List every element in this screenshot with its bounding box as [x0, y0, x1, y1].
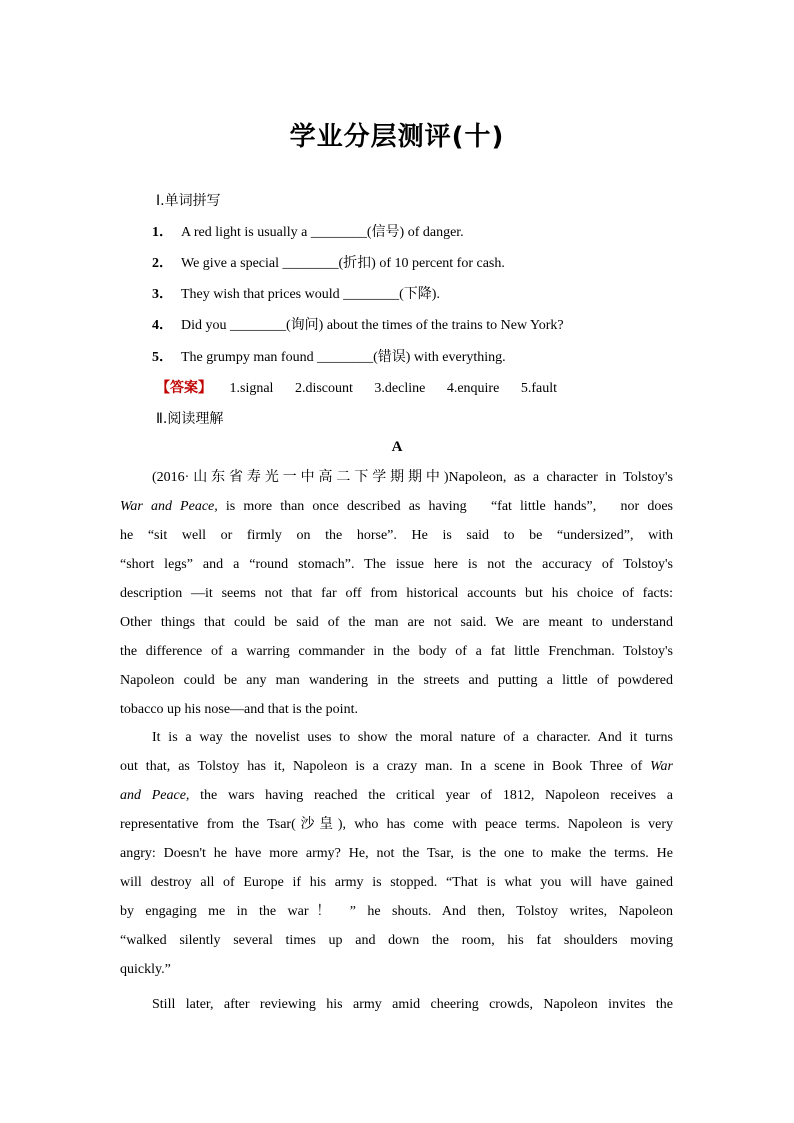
question-text: The grumpy man found ________(错误) with everything.	[181, 350, 506, 365]
paragraph-line: and Peace, the wars having reached the critical year of 1812, Napoleon receives a	[120, 788, 673, 803]
section-heading-spelling: Ⅰ.单词拼写	[156, 193, 221, 209]
paragraph-line: description —it seems not that far off from historical accounts but his choice of facts:	[120, 586, 673, 601]
paragraph-line: angry: Doesn't he have more army? He, not the Tsar, is the one to make the terms. He	[120, 846, 673, 861]
paragraph-line: he “sit well or firmly on the horse”. He is said to be “undersized”, with	[120, 528, 673, 543]
paragraph-line: “walked silently several times up and down the room, his fat shoulders moving	[120, 933, 673, 948]
question-text: A red light is usually a ________(信号) of danger.	[181, 225, 464, 240]
paragraph-line: “short legs” and a “round stomach”. The issue here is not the accuracy of Tolstoy's	[120, 557, 673, 572]
page-title: 学业分层测评(十)	[289, 122, 505, 152]
question-text: We give a special ________(折扣) of 10 percent for cash.	[181, 256, 505, 271]
paragraph-line: Still later, after reviewing his army amid cheering crowds, Napoleon invites the	[152, 997, 673, 1012]
section-heading-reading: Ⅱ.阅读理解	[156, 411, 224, 427]
passage-letter: A	[391, 439, 403, 455]
book-title: War and Peace,	[120, 499, 218, 514]
answer-item: 4.enquire	[446, 381, 500, 396]
paragraph-line: Napoleon could be any man wandering in the streets and putting a little of powdered	[120, 673, 673, 688]
answer-key	[156, 377, 575, 397]
paragraph-3	[120, 990, 673, 1019]
question-3	[152, 283, 440, 303]
paragraph-line: will destroy all of Europe if his army is stopped. “That is what you will have gained	[120, 875, 673, 890]
question-text: They wish that prices would ________(下降).	[181, 287, 440, 302]
answer-item: 5.fault	[520, 381, 557, 396]
question-text: Did you ________(询问) about the times of the trains to New York?	[181, 318, 564, 333]
paragraph-1	[120, 463, 673, 724]
paragraph-line: It is a way the novelist uses to show the moral nature of a character. And it turns	[152, 730, 673, 745]
question-number: 5．	[152, 350, 173, 365]
line-rest: is more than once described as having “fat little hands”, nor does	[217, 499, 673, 514]
answer-item: 2.discount	[294, 381, 353, 396]
answer-item: 3.decline	[374, 381, 426, 396]
question-number: 1．	[152, 225, 173, 240]
answer-tag: 【答案】	[156, 380, 212, 396]
question-2	[152, 252, 505, 272]
question-4	[152, 314, 564, 334]
question-number: 4．	[152, 318, 173, 333]
question-number: 3．	[152, 287, 173, 302]
paragraph-line: out that, as Tolstoy has it, Napoleon is a crazy man. In a scene in Book Three of War	[120, 759, 673, 774]
paragraph-line: representative from the Tsar(沙皇), who has come with peace terms. Napoleon is very	[120, 817, 673, 832]
book-title: and Peace,	[120, 788, 190, 803]
paragraph-line: the difference of a warring commander in the body of a fat little Frenchman. Tolstoy's	[120, 644, 673, 659]
question-1	[152, 221, 464, 241]
question-number: 2．	[152, 256, 173, 271]
paragraph-line: tobacco up his nose—and that is the point.	[120, 702, 358, 717]
book-title: War	[650, 759, 673, 774]
paragraph-line: by engaging me in the war！ ” he shouts. And then, Tolstoy writes, Napoleon	[120, 904, 673, 919]
paragraph-line: quickly.”	[120, 962, 171, 977]
paragraph-line	[120, 492, 673, 521]
question-5	[152, 346, 506, 366]
paragraph-2	[120, 723, 673, 984]
paragraph-line: Other things that could be said of the man are not said. We are meant to understand	[120, 615, 673, 630]
answer-item: 1.signal	[229, 381, 274, 396]
paragraph-line: (2016·山东省寿光一中高二下学期期中)Napoleon, as a character in Tolstoy's	[152, 470, 673, 485]
